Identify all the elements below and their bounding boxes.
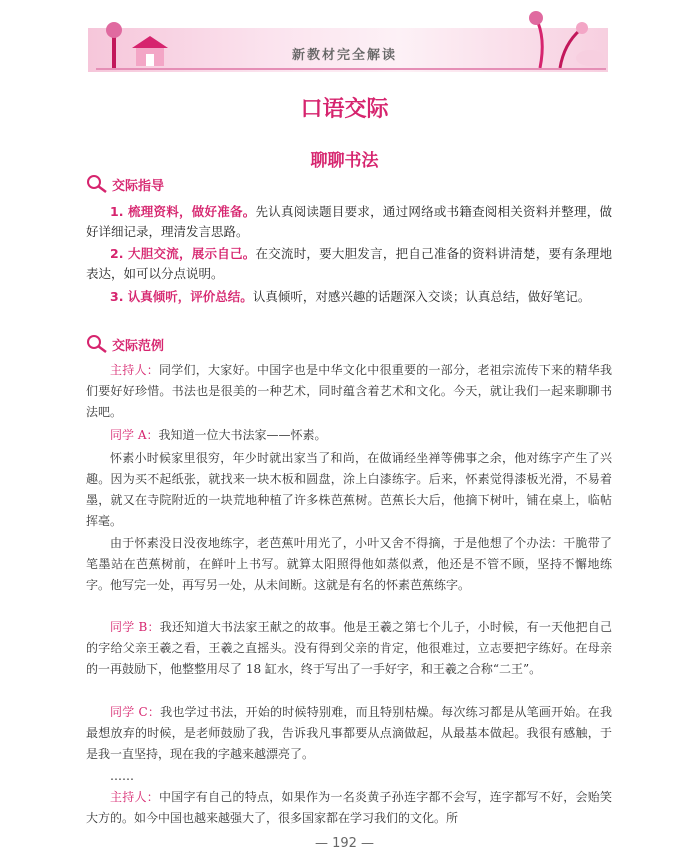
dialogue-host-closing bbox=[86, 787, 612, 829]
speaker-label: 主持人： bbox=[110, 363, 159, 377]
section-example-heading bbox=[86, 334, 164, 354]
guide-item-3 bbox=[86, 287, 612, 307]
guide-item-text: 先认真阅读题目要求，通过网络或书籍查阅相关资料并整理，做好详细记录，理清发言思路。 bbox=[86, 204, 612, 239]
dialogue-text: 中国字有自己的特点，如果作为一名炎黄子孙连字都不会写，连字都写不好，会贻笑大方的。如今中国也越来越强大了，很多国家都在学习我们的文化。所 bbox=[86, 790, 612, 825]
dialogue-huaisu-2 bbox=[86, 533, 612, 596]
guide-item-text: 在交流时，要大胆发言，把自己准备的资料讲清楚，要有条理地表达，如可以分点说明。 bbox=[86, 246, 612, 281]
dialogue-host-intro bbox=[86, 360, 612, 423]
guide-item-text: 认真倾听，对感兴趣的话题深入交谈；认真总结，做好笔记。 bbox=[252, 289, 591, 304]
guide-item-lead: 2. 大胆交流，展示自己。 bbox=[110, 246, 256, 261]
dialogue-text: 我也学过书法，开始的时候特别难，而且特别枯燥。每次练习都是从笔画开始。在我最想放弃的时候，是老师鼓励了我，告诉我凡事都要从点滴做起，从最基本做起。我很有感触，于是我一直坚持，现在我的字越来越漂亮了。 bbox=[86, 705, 612, 761]
page-title: 口语交际 bbox=[300, 97, 389, 122]
section-guide-label: 交际指导 bbox=[112, 178, 165, 194]
dialogue-text: …… bbox=[110, 769, 134, 783]
dialogue-text: 同学们，大家好。中国字也是中华文化中很重要的一部分，老祖宗流传下来的精华我们要好好珍惜。书法也是很美的一种艺术，同时蕴含着艺术和文化。今天，就让我们一起来聊聊书法吧。 bbox=[86, 363, 612, 419]
book-title: 新教材完全解读 bbox=[291, 48, 397, 63]
speaker-label: 主持人： bbox=[110, 790, 159, 804]
speaker-label: 同学 B： bbox=[110, 620, 160, 634]
dialogue-student-b bbox=[86, 617, 612, 680]
dialogue-text: 由于怀素没日没夜地练字，老芭蕉叶用光了，小叶又舍不得摘，于是他想了个办法：干脆带了笔墨站在芭蕉树前，在鲜叶上书写。就算太阳照得他如蒸似煮，他还是不管不顾，坚持不懈地练字。他写完一处，再写另一处，从未间断。这就是有名的怀素芭蕉练字。 bbox=[86, 536, 612, 592]
magnifier-icon bbox=[86, 174, 108, 194]
dialogue-huaisu-1 bbox=[86, 448, 612, 532]
magnifier-icon bbox=[86, 334, 108, 354]
guide-item-lead: 1. 梳理资料，做好准备。 bbox=[110, 204, 256, 219]
speaker-label: 同学 A： bbox=[110, 428, 159, 442]
dialogue-ellipsis bbox=[86, 766, 612, 787]
guide-item-lead: 3. 认真倾听，评价总结。 bbox=[110, 289, 253, 304]
dialogue-text: 我知道一位大书法家——怀素。 bbox=[158, 428, 327, 442]
lesson-subtitle: 聊聊书法 bbox=[310, 151, 379, 171]
page-number: — 192 — bbox=[314, 836, 375, 851]
dialogue-student-c bbox=[86, 702, 612, 765]
speaker-label: 同学 C： bbox=[110, 705, 161, 719]
dialogue-student-a bbox=[86, 425, 612, 446]
header-rule bbox=[96, 68, 606, 70]
dialogue-text: 我还知道大书法家王献之的故事。他是王羲之第七个儿子，小时候，有一天他把自己的字给父亲王羲之看，王羲之直摇头。没有得到父亲的肯定，他很难过，立志要把字练好。在母亲的一再鼓励下，他整整用尽了 18 缸水，终于写出了一手好字，和王羲之合称“二王”。 bbox=[86, 620, 612, 676]
guide-item-1 bbox=[86, 202, 612, 242]
guide-item-2 bbox=[86, 244, 612, 284]
section-guide-heading bbox=[86, 174, 164, 194]
section-example-label: 交际范例 bbox=[112, 338, 165, 354]
dialogue-text: 怀素小时候家里很穷，年少时就出家当了和尚，在做诵经坐禅等佛事之余，他对练字产生了兴趣。因为买不起纸张，就找来一块木板和圆盘，涂上白漆练字。后来，怀素觉得漆板光滑，不易着墨，就又在寺院附近的一块荒地种植了许多株芭蕉树。芭蕉长大后，他摘下树叶，铺在桌上，临帖挥毫。 bbox=[86, 451, 612, 528]
